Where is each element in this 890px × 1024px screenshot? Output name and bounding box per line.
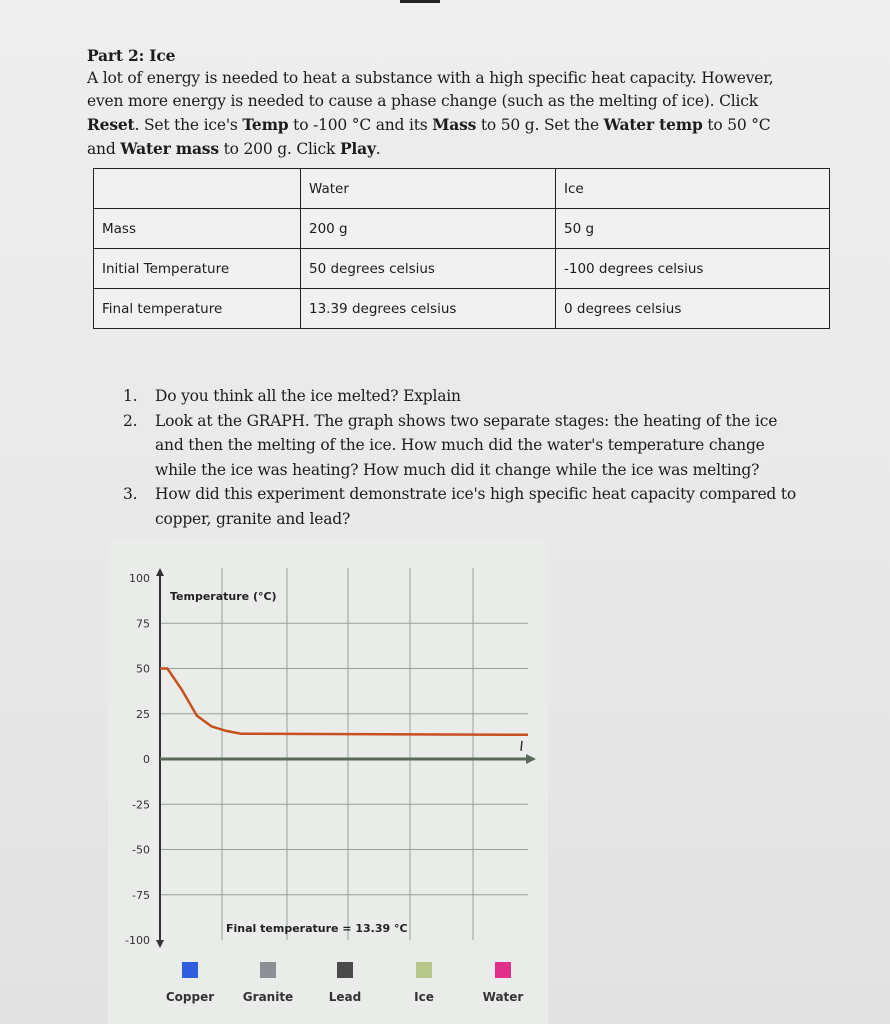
y-tick-label: -100 (125, 934, 150, 947)
intro-text: to 200 g. Click (218, 140, 340, 158)
legend-swatch (337, 962, 353, 978)
table-cell: 50 g (556, 209, 830, 249)
table-cell: 13.39 degrees celsius (301, 289, 556, 329)
question-number: 3. (123, 485, 138, 503)
legend-swatch (416, 962, 432, 978)
row-label: Final temperature (94, 289, 301, 329)
legend-item-ice[interactable] (389, 962, 459, 1004)
y-tick-label: 100 (129, 572, 150, 585)
question-line: Look at the GRAPH. The graph shows two separate stages: the heating of the ice (155, 411, 778, 430)
y-tick-label: -25 (132, 798, 150, 812)
legend-label: Ice (414, 990, 434, 1004)
question-number: 1. (123, 387, 138, 405)
legend-label: Copper (165, 990, 215, 1004)
intro-text: to -100 °C and its (288, 116, 433, 134)
mass-term: Mass (432, 115, 477, 134)
legend-swatch (182, 962, 198, 978)
table-cell: 50 degrees celsius (301, 249, 556, 289)
intro-text: to 50 g. Set the (476, 116, 604, 134)
reset-term: Reset (87, 115, 135, 134)
legend-label: Water (482, 990, 524, 1004)
intro-text: . (375, 140, 381, 158)
intro-text: and (87, 140, 121, 158)
intro-line-1: A lot of energy is needed to heat a substance with a high specific heat capacity. However, (87, 69, 774, 87)
row-label: Mass (94, 209, 301, 249)
intro-text: . Set the ice's (134, 116, 243, 134)
ice-line-arrow (526, 754, 536, 764)
question-line: copper, granite and lead? (155, 509, 351, 528)
chart-title: Temperature (°C) (170, 590, 277, 603)
section-heading: Part 2: Ice (87, 46, 176, 65)
y-tick-label: -75 (132, 888, 150, 902)
y-axis-arrow-up (156, 568, 164, 576)
y-tick-label: 25 (136, 707, 150, 721)
y-tick-label: 75 (136, 617, 150, 631)
water-temp-term: Water temp (603, 115, 703, 134)
question-line: while the ice was heating? How much did it change while the ice was melting? (155, 460, 760, 479)
final-temperature-annotation: Final temperature = 13.39 °C (226, 922, 408, 935)
table-header-water: Water (301, 169, 556, 209)
temp-term: Temp (242, 115, 289, 134)
legend-item-water[interactable] (468, 962, 538, 1004)
y-tick-label: -50 (132, 843, 150, 857)
intro-text: to 50 °C (702, 116, 771, 134)
legend-label: Lead (328, 990, 362, 1004)
time-marker (521, 741, 522, 751)
y-axis-arrow-down (156, 940, 164, 948)
y-tick-label: 50 (136, 662, 150, 676)
question-line: How did this experiment demonstrate ice's high specific heat capacity compared to (155, 485, 797, 503)
legend-swatch (495, 962, 511, 978)
table-cell: 0 degrees celsius (556, 289, 830, 329)
play-term: Play (339, 139, 376, 158)
legend-item-granite[interactable] (233, 962, 303, 1004)
row-label: Initial Temperature (94, 249, 301, 289)
table-header-ice: Ice (556, 169, 830, 209)
table-cell: 200 g (301, 209, 556, 249)
water-mass-term: Water mass (120, 139, 219, 158)
intro-line-2: even more energy is needed to cause a phase change (such as the melting of ice). Click (87, 92, 758, 110)
question-number: 2. (123, 411, 138, 430)
question-line: and then the melting of the ice. How much did the water's temperature change (155, 436, 765, 454)
legend-swatch (260, 962, 276, 978)
table-cell: -100 degrees celsius (556, 249, 830, 289)
question-line: Do you think all the ice melted? Explain (155, 387, 461, 405)
y-tick-label: 0 (143, 753, 150, 766)
legend-item-lead[interactable] (310, 962, 380, 1004)
legend-item-copper[interactable] (155, 962, 225, 1004)
legend-label: Granite (242, 990, 294, 1004)
